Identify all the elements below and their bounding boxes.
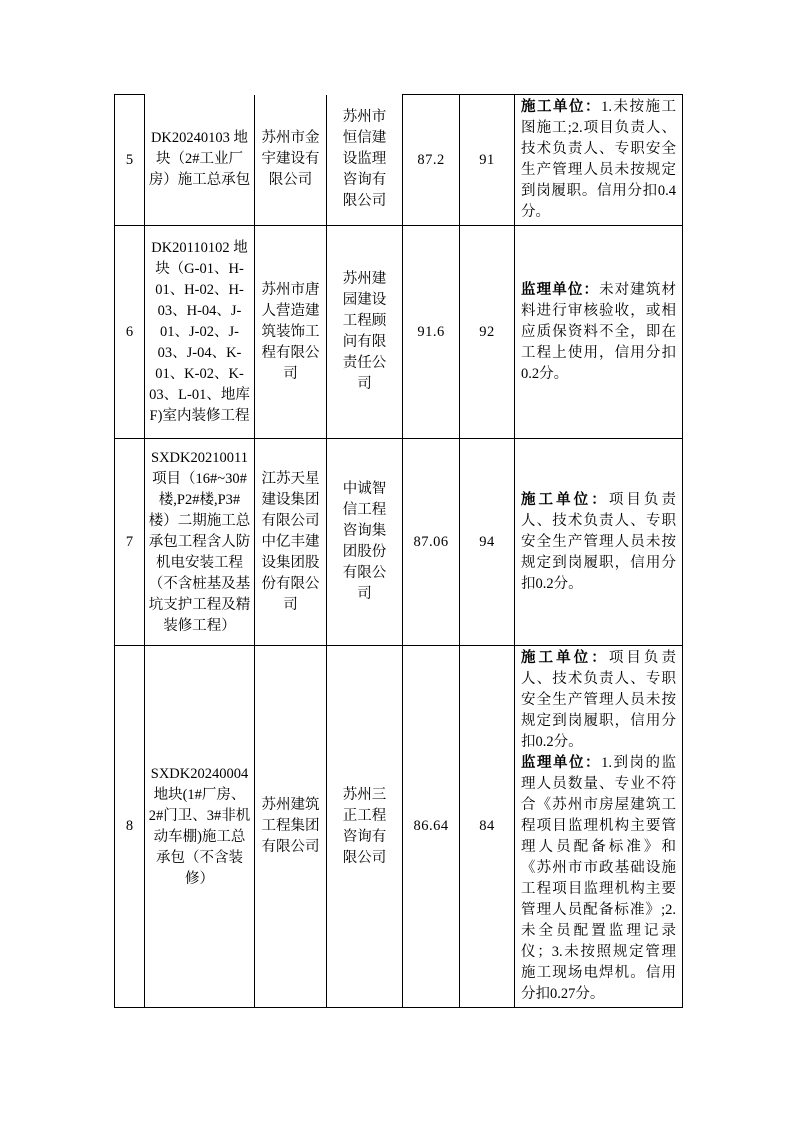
cell-remarks: [515, 226, 683, 439]
cell-score-2: 91: [460, 95, 515, 226]
cell-project-name: SXDK20210011 项目（16#~30#楼,P2#楼,P3#楼）二期施工总承包工程含人防机电安装工程（不含桩基及基坑支护工程及精装修工程）: [145, 439, 255, 646]
cell-score-1: 91.6: [403, 226, 460, 439]
cell-supervisor: 苏州市恒信建设监理咨询有限公司: [327, 95, 403, 226]
cell-supervisor: 中诚智信工程咨询集团股份有限公司: [327, 439, 403, 646]
remark-text: 项目负责人、技术负责人、专职安全生产管理人员未按规定到岗履职，信用分扣0.2分。: [521, 491, 676, 592]
cell-score-1: 87.2: [403, 95, 460, 226]
remark-text: 1.到岗的监理人员数量、专业不符合《苏州市房屋建筑工程项目监理机构主要管理人员配备标准》和《苏州市市政基础设施工程项目监理机构主要管理人员配备标准》;2.未全员配置监理记录仪；3.未按照规定管理施工现场电焊机。信用分扣0.27分。: [521, 755, 677, 1002]
cell-score-2: 94: [460, 439, 515, 646]
remark-label: 监理单位：: [521, 755, 602, 771]
remark-paragraph: [521, 490, 676, 595]
remark-label: 施工单位：: [521, 99, 602, 115]
table-row: [115, 95, 683, 226]
remark-label: 施工单位：: [521, 491, 609, 508]
remark-paragraph: [521, 97, 676, 223]
cell-project-name: DK20240103 地块（2#工业厂房）施工总承包: [145, 95, 255, 226]
remark-text: 项目负责人、技术负责人、专职安全生产管理人员未按规定到岗履职，信用分扣0.2分。: [521, 650, 676, 750]
cell-supervisor: 苏州建园建设工程顾问有限责任公司: [327, 226, 403, 439]
table-row: [115, 646, 683, 1008]
cell-supervisor: 苏州三正工程咨询有限公司: [327, 646, 403, 1008]
remark-text: 1.未按施工图施工;2.项目负责人、技术负责人、专职安全生产管理人员未按规定到岗履职。信用分扣0.4分。: [521, 99, 677, 220]
remark-paragraph: [521, 753, 676, 1005]
cell-contractor: 苏州建筑工程集团有限公司: [255, 646, 327, 1008]
cell-row-number: 8: [115, 646, 145, 1008]
remark-label: 施工单位：: [521, 650, 609, 666]
evaluation-table: [114, 94, 683, 1008]
cell-project-name: DK20110102 地块（G-01、H-01、H-02、H-03、H-04、J-01、J-02、J-03、J-04、K-01、K-02、K-03、L-01、地库 F)室内装修工程: [145, 226, 255, 439]
cell-remarks: [515, 95, 683, 226]
cell-contractor: 苏州市唐人营造建筑装饰工程有限公司: [255, 226, 327, 439]
table-row: [115, 439, 683, 646]
cell-score-1: 87.06: [403, 439, 460, 646]
cell-score-2: 92: [460, 226, 515, 439]
cell-remarks: [515, 646, 683, 1008]
cell-project-name: SXDK20240004 地块(1#厂房、2#门卫、3#非机动车棚)施工总承包（不含装修）: [145, 646, 255, 1008]
table-row: [115, 226, 683, 439]
cell-remarks: [515, 439, 683, 646]
remark-paragraph: [521, 648, 676, 753]
remark-paragraph: [521, 280, 676, 385]
cell-contractor: 江苏天星建设集团有限公司中亿丰建设集团股份有限公司: [255, 439, 327, 646]
remark-label: 监理单位：: [521, 281, 600, 298]
cell-score-1: 86.64: [403, 646, 460, 1008]
cell-contractor: 苏州市金宇建设有限公司: [255, 95, 327, 226]
cell-row-number: 5: [115, 95, 145, 226]
cell-row-number: 6: [115, 226, 145, 439]
cell-row-number: 7: [115, 439, 145, 646]
remark-text: 未对建筑材料进行审核验收，或相应质保资料不全，即在工程上使用，信用分扣0.2分。: [521, 281, 677, 382]
cell-score-2: 84: [460, 646, 515, 1008]
